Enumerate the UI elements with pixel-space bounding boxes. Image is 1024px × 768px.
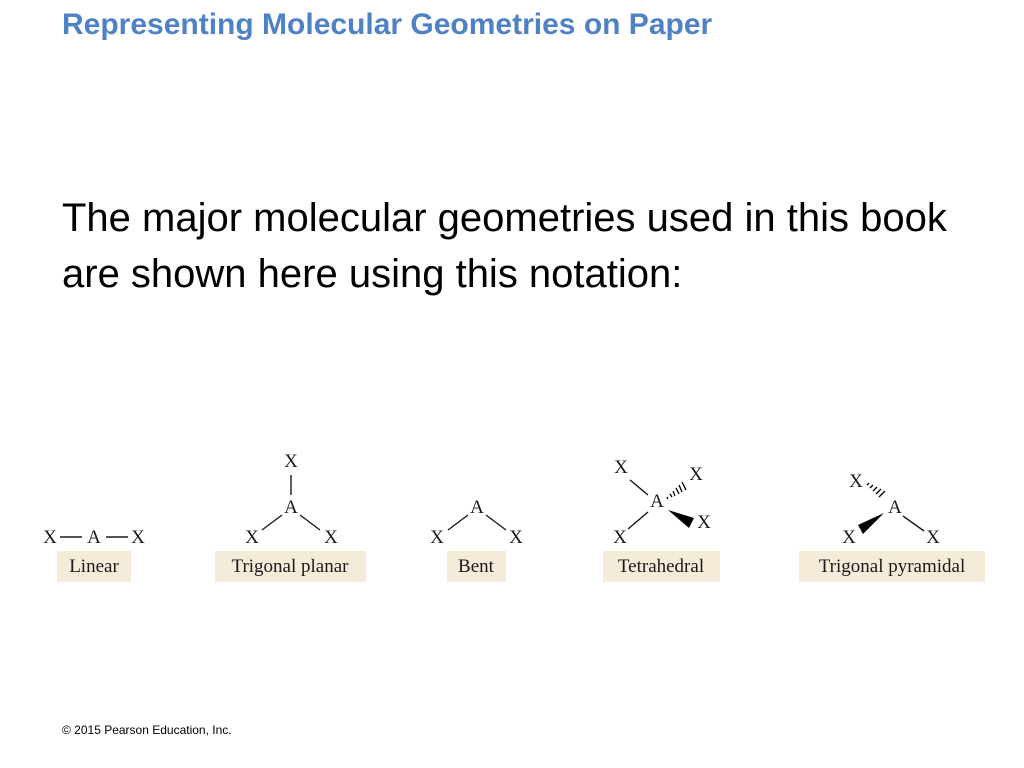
terminal-atom-label: X (43, 527, 57, 548)
terminal-atom-label: X (245, 527, 259, 548)
single-bond (486, 515, 506, 530)
single-bond (300, 515, 320, 530)
geometry-label-trigonal-pyramidal: Trigonal pyramidal (818, 556, 966, 577)
terminal-atom-label: X (509, 527, 523, 548)
central-atom-label: A (650, 491, 664, 512)
single-bond (628, 512, 648, 529)
terminal-atom-label: X (324, 527, 338, 548)
molecular-geometries-figure (0, 440, 1024, 600)
terminal-atom-label: X (842, 527, 856, 548)
geometry-label-trigonal-planar: Trigonal planar (231, 556, 349, 577)
terminal-atom-label: X (284, 451, 298, 472)
central-atom-label: A (87, 527, 101, 548)
single-bond (903, 516, 924, 531)
terminal-atom-label: X (131, 527, 145, 548)
copyright-notice: © 2015 Pearson Education, Inc. (62, 723, 232, 737)
wedge-bond (858, 513, 884, 534)
geometry-label-bent: Bent (458, 556, 494, 577)
central-atom-label: A (470, 497, 484, 518)
terminal-atom-label: X (614, 457, 628, 478)
single-bond (262, 515, 282, 530)
body-text: The major molecular geometries used in this book are shown here using this notation: (62, 196, 947, 296)
central-atom-label: A (888, 497, 902, 518)
terminal-atom-label: X (613, 527, 627, 548)
linear-geometry (43, 527, 145, 582)
bent-geometry (430, 497, 523, 582)
terminal-atom-label: X (697, 512, 711, 533)
terminal-atom-label: X (689, 464, 703, 485)
tetrahedral-geometry (603, 457, 720, 582)
trigonal-planar-geometry (215, 451, 366, 582)
single-bond (448, 515, 468, 530)
trigonal-pyramidal-geometry (799, 471, 985, 582)
terminal-atom-label: X (926, 527, 940, 548)
geometry-label-linear: Linear (69, 556, 119, 577)
hashed-bond (867, 483, 885, 497)
geometry-label-tetrahedral: Tetrahedral (617, 556, 705, 577)
single-bond (630, 480, 648, 495)
central-atom-label: A (284, 497, 298, 518)
terminal-atom-label: X (849, 471, 863, 492)
hashed-bond (667, 482, 686, 499)
slide-title: Representing Molecular Geometries on Paper (62, 8, 713, 41)
wedge-bond (668, 510, 694, 528)
terminal-atom-label: X (430, 527, 444, 548)
